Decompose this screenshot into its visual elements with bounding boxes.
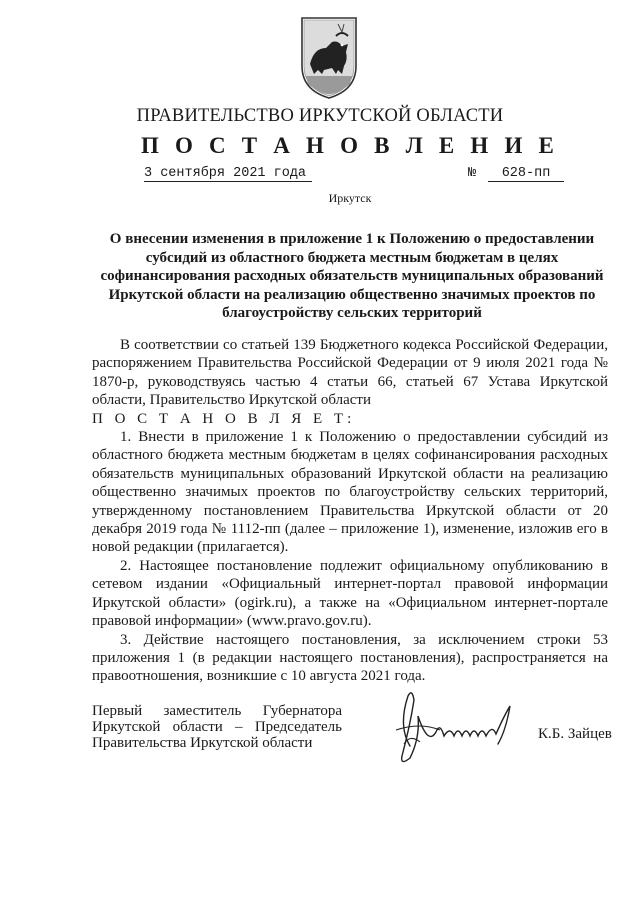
item-paragraph-1: 1. Внести в приложение 1 к Положению о предоставлении субсидий из областного бюджета местным бюджетам в целях софинансирования расходных обязательств муниципальных образований Иркутской области на реализацию общественно значимых проектов по благоустройству сельских территорий, утвержденному постановлением Правительства Иркутской области от 20 декабря 2019 года № 1112-пп (далее – приложение 1), изменение, изложив его в новой редакции (прилагается). bbox=[92, 429, 608, 556]
resolves-heading: П О С Т А Н О В Л Я Е Т: bbox=[92, 410, 356, 427]
signer-line-3: Правительства Иркутской области bbox=[92, 735, 313, 751]
document-city: Иркутск bbox=[328, 191, 372, 205]
item-paragraph-3: 3. Действие настоящего постановления, за исключением строки 53 приложения 1 (в редакции настоящего постановления), распространяется на правоотношения, возникшие с 10 августа 2021 года. bbox=[92, 631, 608, 685]
preamble-paragraph: В соответствии со статьей 139 Бюджетного кодекса Российской Федерации, распоряжением Правительства Российской Федерации от 9 июля 2021 года № 1870-р, руководствуясь частью 4 статьи 66, статьей 67 Устава Иркутской области, Правительство Иркутской области bbox=[92, 337, 608, 409]
signer-line-2: Иркутской области – Председатель bbox=[92, 719, 342, 735]
coat-of-arms-icon bbox=[298, 14, 360, 100]
signer-name: К.Б. Зайцев bbox=[538, 726, 612, 742]
document-type: П О С Т А Н О В Л Е Н И Е bbox=[140, 133, 560, 158]
document-subject: О внесении изменения в приложение 1 к Положению о предоставлении субсидий из областного бюджета местным бюджетам в целях софинансирования расходных обязательств муниципальных образований Иркутской области на реализацию общественно значимых проектов по благоустройству сельских территорий bbox=[100, 231, 604, 322]
item-paragraph-2: 2. Настоящее постановление подлежит официальному опубликованию в сетевом издании «Официальный интернет-портал правовой информации Иркутской области» (ogirk.ru), а также на «Официальном интернет-портале правовой информации» (www.pravo.gov.ru). bbox=[92, 557, 608, 630]
document-number-label: № bbox=[468, 166, 477, 181]
document-number: 628-пп bbox=[488, 166, 564, 182]
signer-line-1: Первый заместитель Губернатора bbox=[92, 703, 342, 719]
signer-position bbox=[92, 703, 342, 751]
handwritten-signature bbox=[380, 686, 530, 768]
government-title: ПРАВИТЕЛЬСТВО ИРКУТСКОЙ ОБЛАСТИ bbox=[136, 106, 504, 126]
document-date: 3 сентября 2021 года bbox=[144, 166, 312, 182]
document-body bbox=[92, 336, 608, 686]
